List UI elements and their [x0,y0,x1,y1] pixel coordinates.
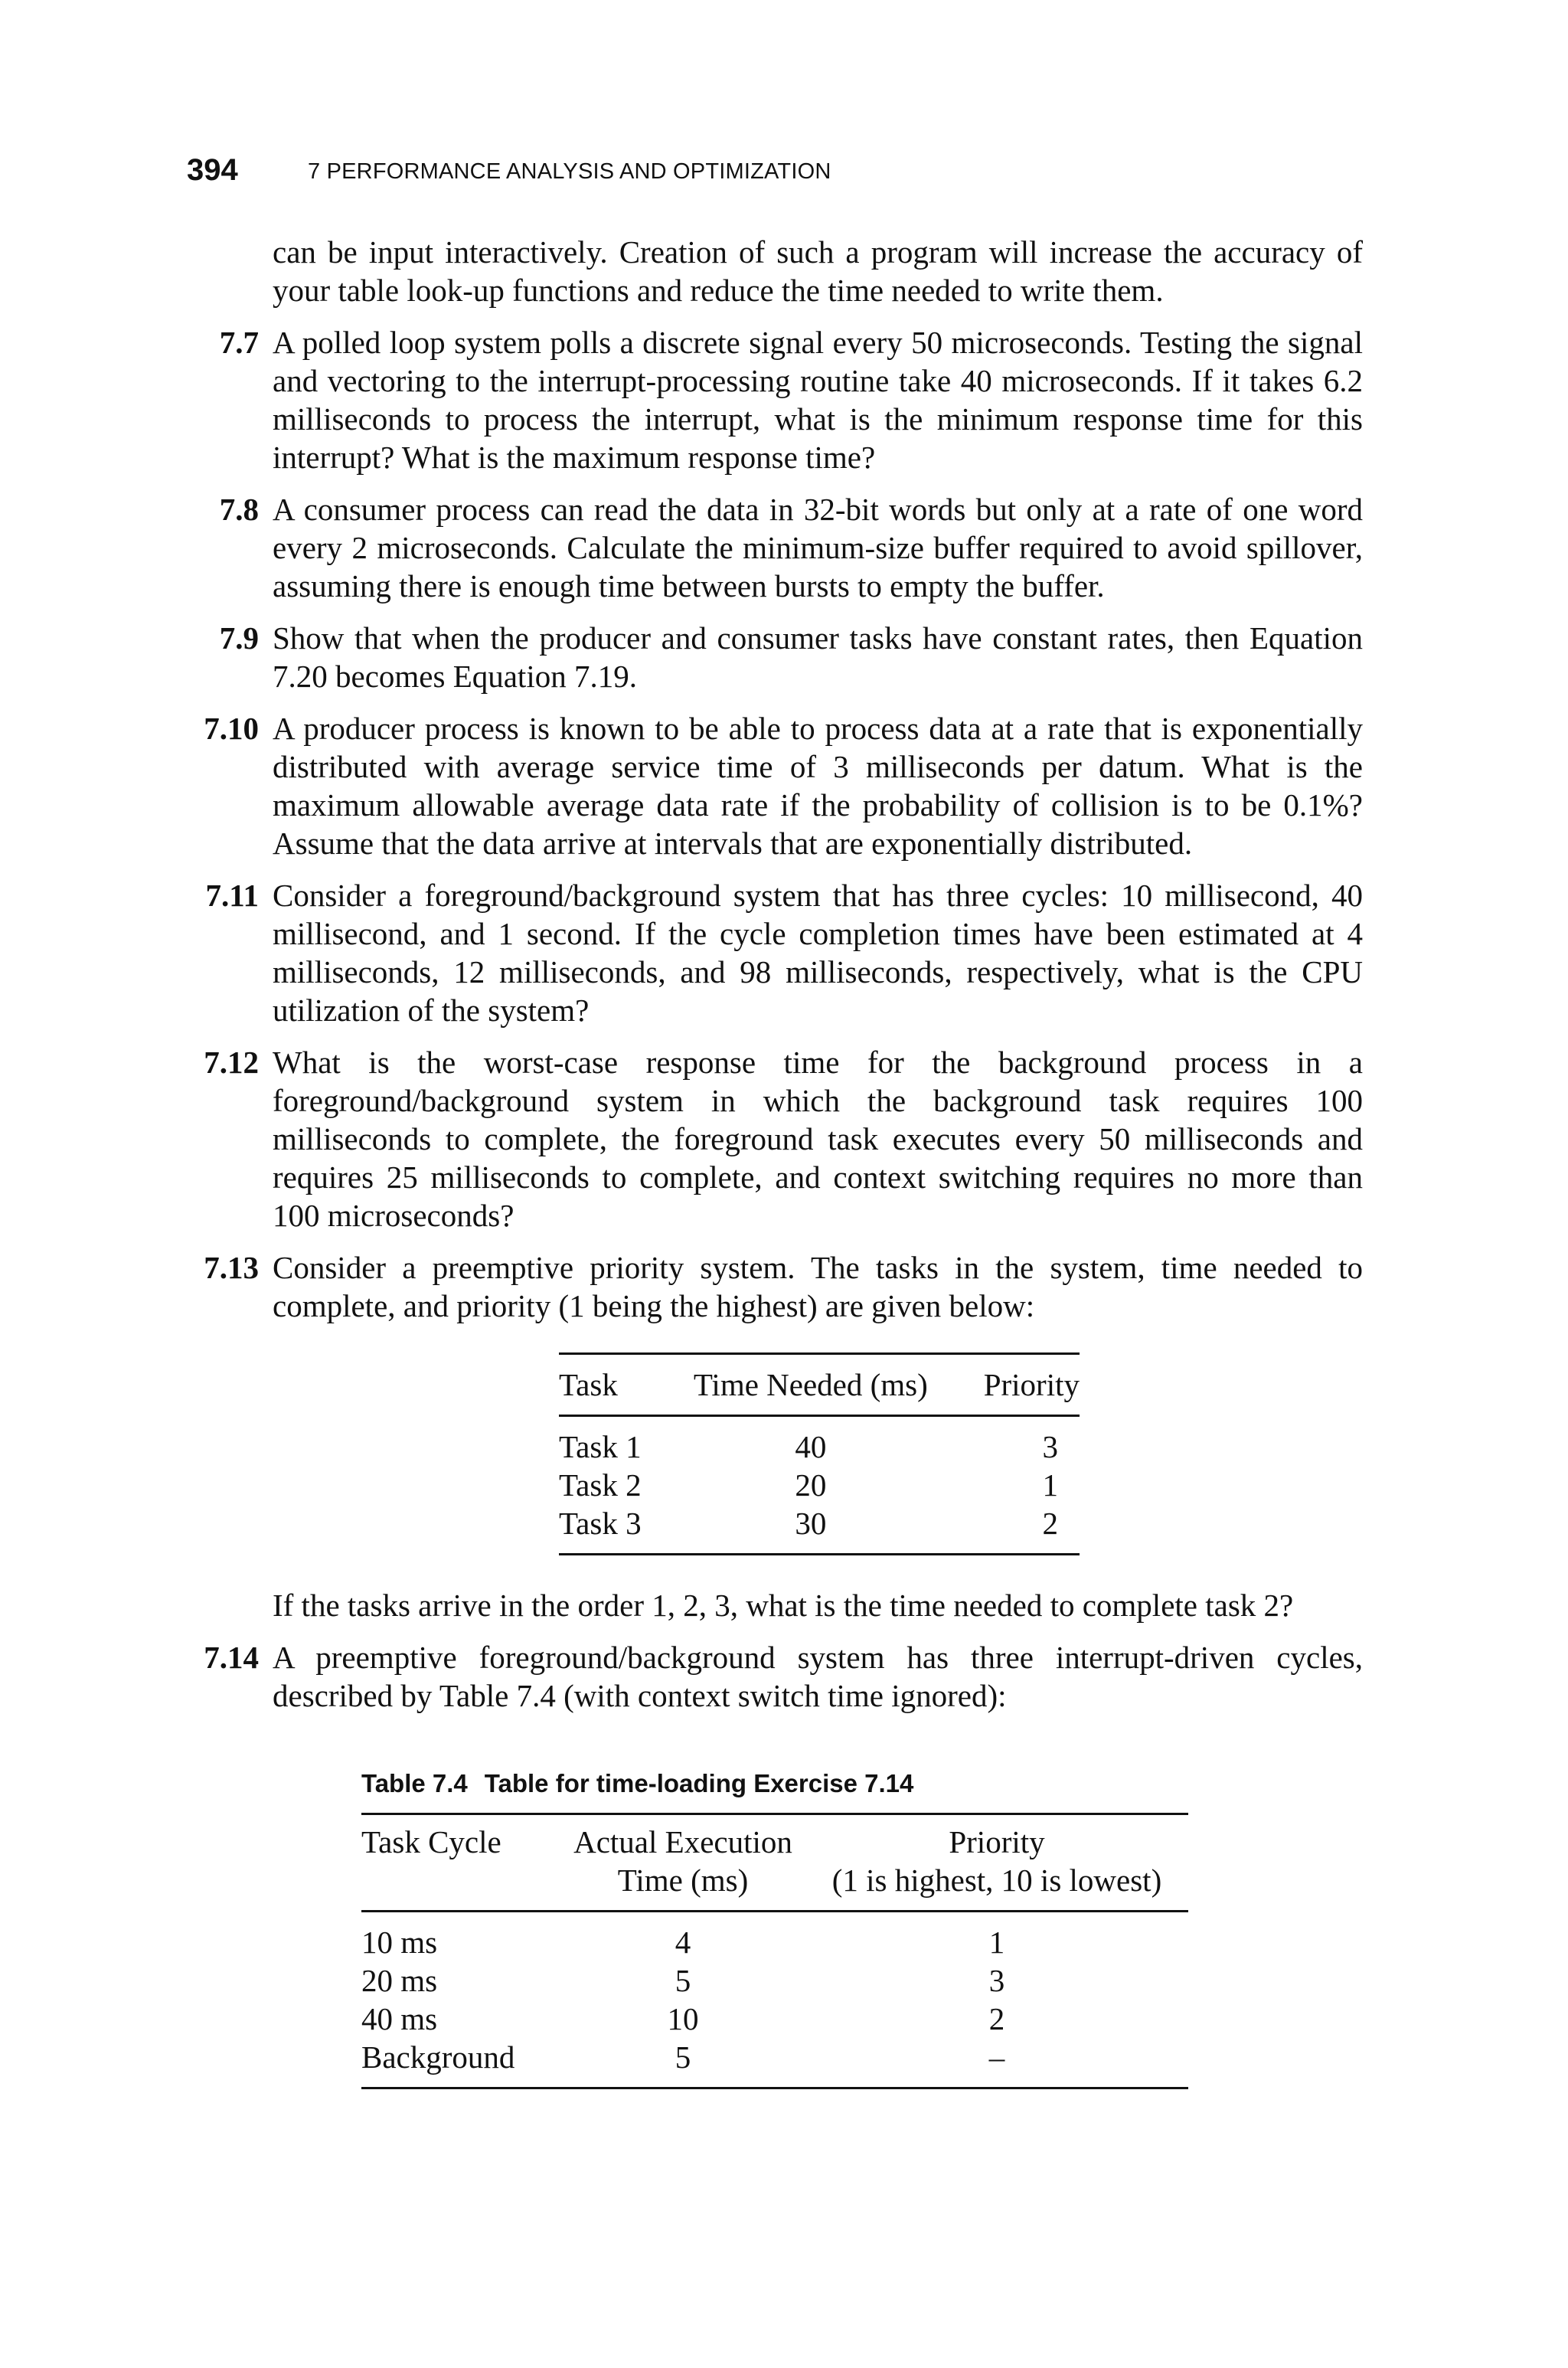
table-row [361,2000,1188,2038]
time-loading-table [361,1813,1188,2089]
after-table-question: If the tasks arrive in the order 1, 2, 3, what is the time needed to complete task 2? [273,1588,1294,1623]
exercise-number: 7.10 [204,711,259,746]
page-body [204,233,1363,2089]
exercise-text: What is the worst-case response time for the background process in a foreground/background system in which the background task requires 100 milliseconds to complete, the foreground task executes every 50 milliseconds and requires 25 milliseconds to complete, and context switching requires no more than 100 microseconds? [273,1045,1363,1233]
exercise-number: 7.9 [219,620,259,656]
table-caption-label: Table 7.4 [361,1769,468,1797]
exercise-text: A polled loop system polls a discrete signal every 50 microseconds. Testing the signal and vectoring to the interrupt-processing routine take 40 microseconds. If it takes 6.2 milliseconds to process the interrupt, what is the minimum response time for this interrupt? What is the maximum response time? [273,325,1363,475]
exercise-text: A preemptive foreground/background system has three interrupt-driven cycles, described by Table 7.4 (with context switch time ignored): [273,1640,1363,1713]
header-line: Priority [949,1824,1045,1859]
cell-execution-time: 10 [667,2001,699,2036]
exercise-7-9 [219,619,1363,695]
table-row [361,1961,1188,2000]
exercise-7-13 [204,1248,1363,1325]
exercise-7-11 [205,876,1363,1029]
cell-task-cycle: 20 ms [361,1963,438,1998]
cell-time: 40 [795,1429,827,1464]
cell-priority: 2 [1042,1506,1058,1541]
table-row [559,1416,1080,1467]
cell-priority: 3 [1042,1429,1058,1464]
table-header-row [559,1354,1080,1416]
page-number: 394 [187,153,238,187]
exercise-text: A consumer process can read the data in 32-bit words but only at a rate of one word every 2 microseconds. Calculate the minimum-size buffer required to avoid spillover, assuming there is enough time between bursts to empty the buffer. [273,492,1363,603]
column-header-time-needed: Time Needed (ms) [693,1367,928,1402]
exercise-number: 7.11 [205,878,259,913]
table-row [361,2038,1188,2088]
table-row [559,1466,1080,1504]
exercise-number: 7.12 [204,1045,259,1080]
cell-priority: 2 [988,2001,1005,2036]
exercise-7-14 [204,1638,1363,1715]
exercise-7-7 [219,323,1363,476]
cell-task: Task 1 [559,1429,642,1464]
exercise-7-10 [204,709,1363,862]
exercise-number: 7.14 [204,1640,259,1675]
table-header-row [361,1814,1188,1912]
exercise-text: Consider a foreground/background system that has three cycles: 10 millisecond, 40 millisecond, and 1 second. If the cycle completion times have been estimated at 4 milliseconds, 12 milliseconds, and 98 milliseconds, respectively, what is the CPU utilization of the system? [273,878,1363,1028]
exercise-text: A producer process is known to be able to process data at a rate that is exponentially distributed with average service time of 3 milliseconds per datum. What is the maximum allowable average data rate if the probability of collision is to be 0.1%? Assume that the data arrive at intervals that are exponentially distributed. [273,711,1363,861]
cell-task-cycle: Background [361,2039,515,2075]
cell-priority: 1 [988,1925,1005,1960]
header-line: Actual Execution [573,1824,792,1859]
cell-execution-time: 4 [675,1925,691,1960]
table-row [361,1912,1188,1962]
cell-task: Task 2 [559,1467,642,1503]
cell-task-cycle: 40 ms [361,2001,438,2036]
exercise-number: 7.7 [219,325,259,360]
cell-execution-time: 5 [675,1963,691,1998]
column-header-priority: Priority [983,1367,1080,1402]
opening-paragraph: can be input interactively. Creation of such a program will increase the accuracy of your table look-up functions and reduce the time needed to write them. [273,234,1363,308]
exercise-number: 7.13 [204,1250,259,1285]
column-header-task: Task [559,1367,618,1402]
cell-task-cycle: 10 ms [361,1925,438,1960]
cell-task: Task 3 [559,1506,642,1541]
task-priority-table [559,1352,1080,1555]
exercise-number: 7.8 [219,492,259,527]
cell-priority: – [988,2039,1005,2075]
chapter-title: 7 PERFORMANCE ANALYSIS AND OPTIMIZATION [308,159,831,184]
column-header-execution-time [560,1814,805,1912]
table-caption-title: Table for time-loading Exercise 7.14 [484,1769,914,1797]
cell-priority: 1 [1042,1467,1058,1503]
column-header-priority [805,1814,1188,1912]
cell-time: 30 [795,1506,827,1541]
exercise-7-8 [219,490,1363,605]
cell-time: 20 [795,1467,827,1503]
cell-execution-time: 5 [675,2039,691,2075]
header-line: (1 is highest, 10 is lowest) [831,1863,1162,1898]
table-row [559,1504,1080,1555]
header-line: Time (ms) [617,1863,749,1898]
column-header-task-cycle [361,1814,560,1912]
exercise-text: Show that when the producer and consumer tasks have constant rates, then Equation 7.20 becomes Equation 7.19. [273,620,1363,694]
cell-priority: 3 [988,1963,1005,1998]
table-caption [361,1768,1363,1799]
exercise-text: Consider a preemptive priority system. The tasks in the system, time needed to complete, and priority (1 being the highest) are given below: [273,1250,1363,1323]
header-line: Task Cycle [361,1824,501,1859]
exercise-7-12 [204,1043,1363,1235]
